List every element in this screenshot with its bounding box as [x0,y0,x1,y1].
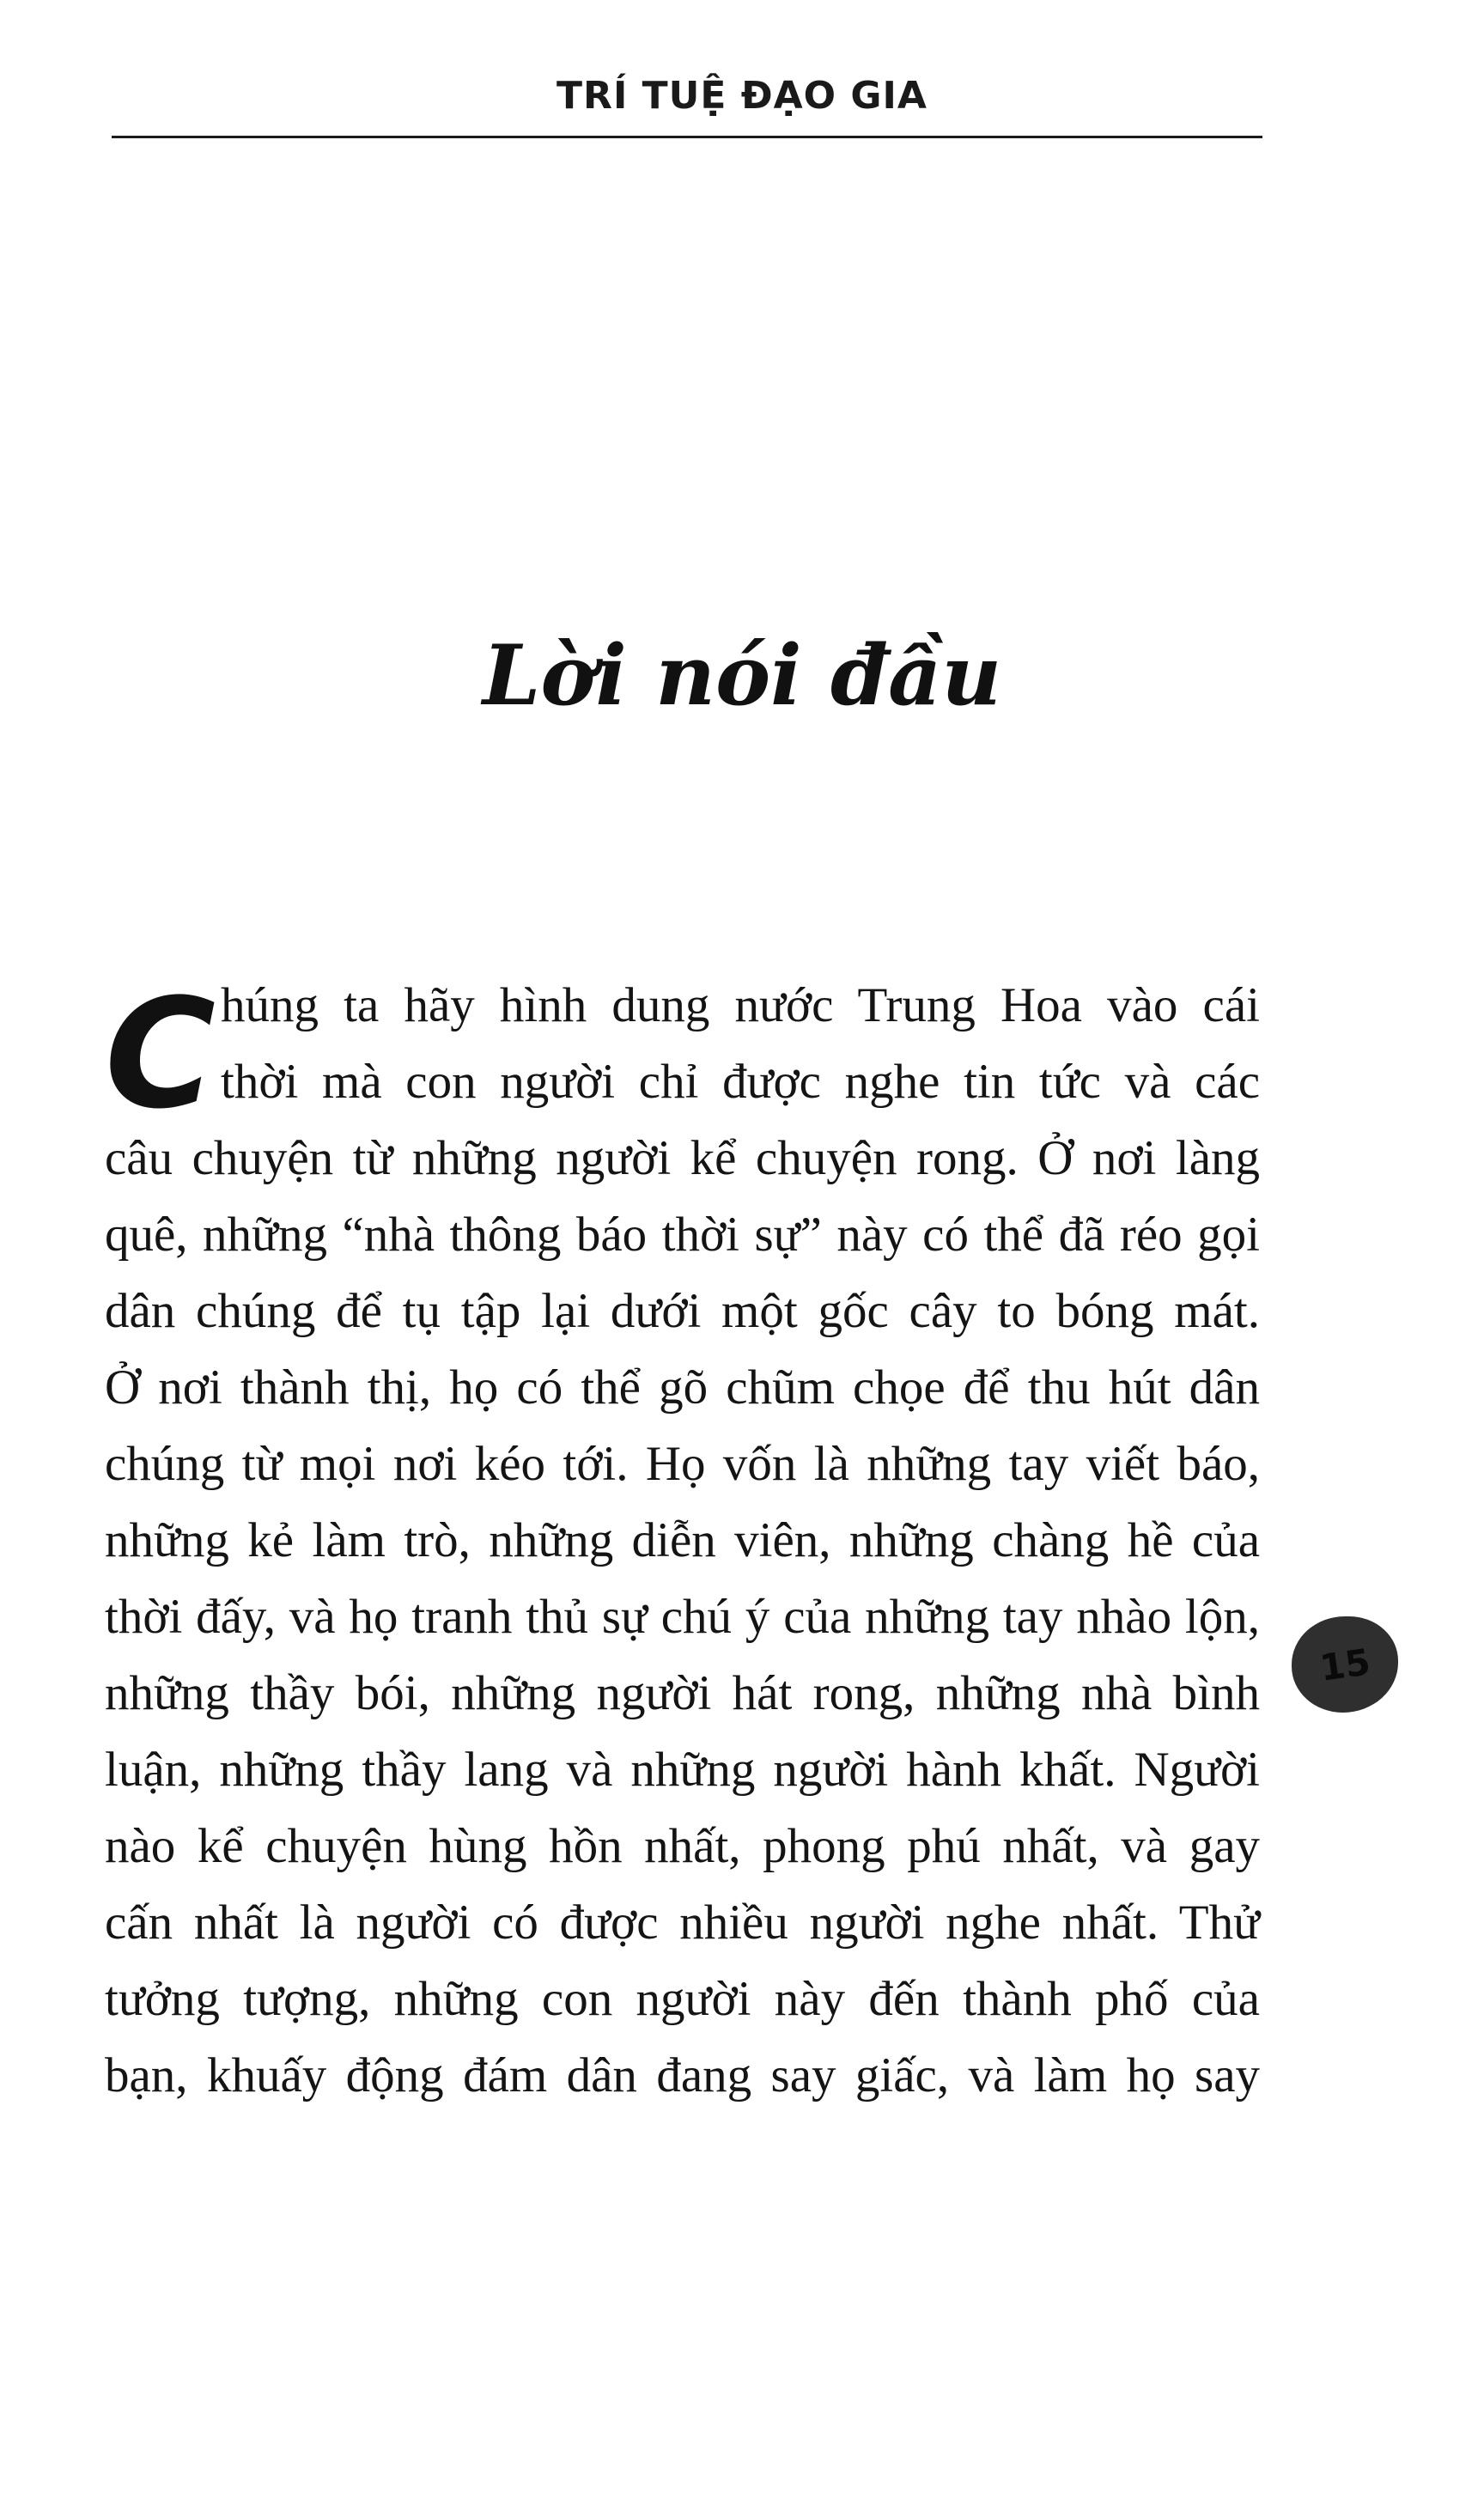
page-number-badge [1292,1616,1398,1713]
text-line: cấn nhất là người có được nhiều người nghe nhất. Thử [105,1896,1260,1950]
text-line: luận, những thầy lang và những người hành khất. Người [105,1743,1260,1797]
text-line: chúng từ mọi nơi kéo tới. Họ vốn là những tay viết báo, [105,1437,1260,1491]
text-line: nào kể chuyện hùng hồn nhất, phong phú nhất, và gay [105,1819,1260,1873]
drop-cap: C [105,966,216,1142]
text-line: bạn, khuấy động đám dân đang say giấc, và làm họ say [105,2048,1260,2102]
header-divider [112,136,1262,138]
text-line: câu chuyện từ những người kể chuyện rong. Ở nơi làng [105,1131,1260,1185]
text-line: húng ta hãy hình dung nước Trung Hoa vào cái [221,978,1260,1032]
text-line: Ở nơi thành thị, họ có thể gõ chũm chọe để thu hút dân [105,1360,1260,1415]
chapter-title: Lời nói đầu [482,627,1002,724]
running-header: TRÍ TUỆ ĐẠO GIA [556,74,928,118]
text-line: tưởng tượng, những con người này đến thành phố của [105,1972,1260,2026]
text-line: thời đấy, và họ tranh thủ sự chú ý của những tay nhào lộn, [105,1590,1260,1644]
text-line: thời mà con người chỉ được nghe tin tức và các [221,1055,1260,1109]
body-text [105,967,1260,2114]
text-line: dân chúng để tụ tập lại dưới một gốc cây to bóng mát. [105,1284,1260,1338]
text-line: những thầy bói, những người hát rong, những nhà bình [105,1666,1260,1720]
text-line: những kẻ làm trò, những diễn viên, những chàng hề của [105,1513,1260,1567]
page-number: 15 [1317,1640,1373,1689]
text-line: quê, những “nhà thông báo thời sự” này có thể đã réo gọi [105,1208,1260,1262]
